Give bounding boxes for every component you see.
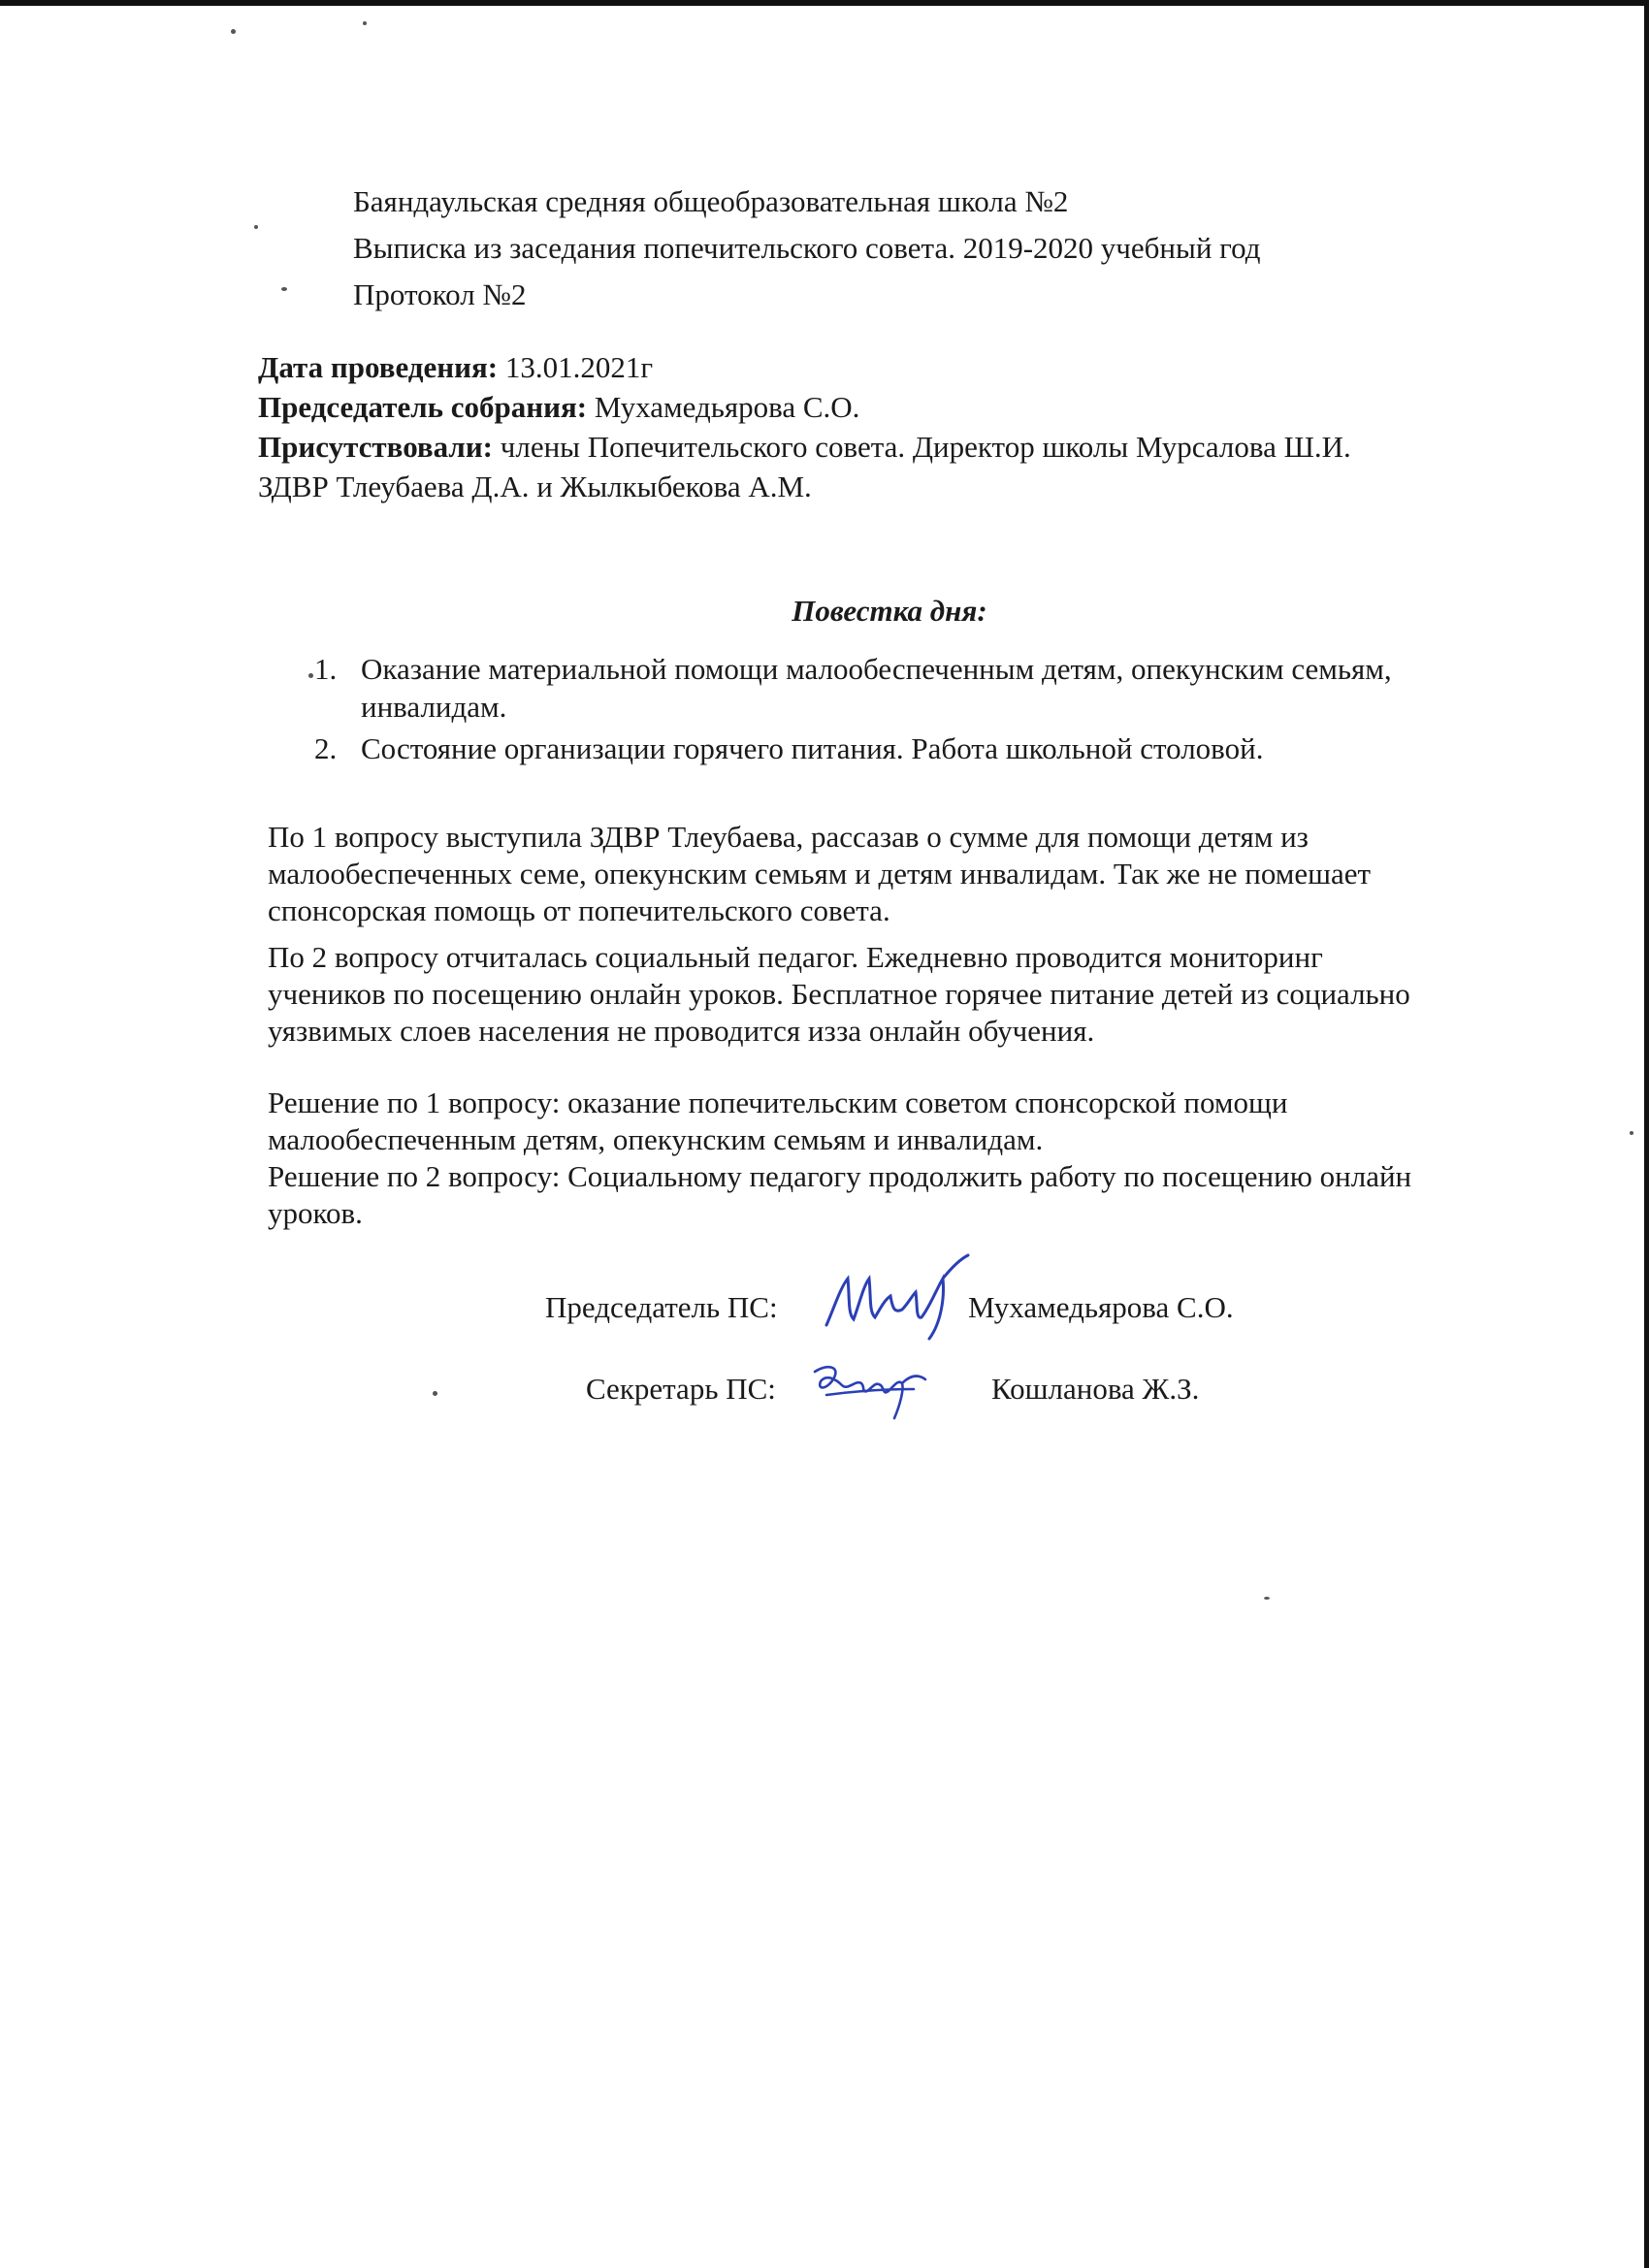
agenda-item (291, 650, 1504, 726)
school-name: Баяндаульская средняя общеобразовательная школа №2 (353, 184, 1069, 218)
present-label: Присутствовали: (258, 430, 494, 464)
paragraph-line: малообеспеченным детям, опекунским семьям и инвалидам. (268, 1122, 1044, 1156)
agenda-item (291, 729, 1504, 767)
chair-value: Мухамедьярова С.О. (594, 390, 860, 424)
present-value: члены Попечительского совета. Директор школы Мурсалова Ш.И. (500, 430, 1351, 464)
question-1-report (268, 819, 1529, 929)
agenda-item-number: 2. (314, 731, 338, 765)
paragraph-line: Решение по 2 вопросу: Социальному педагогу продолжить работу по посещению онлайн (268, 1159, 1412, 1193)
scan-speck (231, 29, 236, 34)
date-label: Дата проведения: (258, 350, 499, 384)
paragraph-line: уязвимых слоев населения не проводится изза онлайн обучения. (268, 1014, 1095, 1048)
scan-speck (363, 21, 367, 25)
extract-title: Выписка из заседания попечительского совета. 2019-2020 учебный год (353, 231, 1261, 265)
agenda-item-text: Состояние организации горячего питания. Работа школьной столовой. (361, 731, 1264, 765)
paragraph-line: спонсорская помощь от попечительского совета. (268, 893, 890, 927)
secretary-signature-name: Кошланова Ж.З. (991, 1372, 1200, 1406)
chair-signature-label: Председатель ПС: (545, 1290, 778, 1324)
paragraph-line: Решение по 1 вопросу: оказание попечительским советом спонсорской помощи (268, 1085, 1288, 1119)
attendees-line-continued: ЗДВР Тлеубаева Д.А. и Жылкыбекова А.М. (258, 470, 812, 503)
attendees-line (258, 427, 1519, 467)
meeting-details (258, 347, 1519, 506)
agenda-list (291, 650, 1504, 771)
document-header (353, 178, 1260, 318)
agenda-item-text: Оказание материальной помощи малообеспеченным детям, опекунским семьям, инвалидам. (361, 652, 1392, 724)
chair-handwritten-signature (821, 1249, 976, 1346)
paragraph-line: По 2 вопросу отчиталась социальный педагог. Ежедневно проводится мониторинг (268, 940, 1323, 974)
scan-speck (1630, 1131, 1633, 1135)
secretary-handwritten-signature (807, 1350, 933, 1428)
signature-stroke (815, 1367, 925, 1418)
secretary-signature-label: Секретарь ПС: (586, 1372, 776, 1406)
scan-border-top (0, 0, 1649, 6)
scan-speck (433, 1391, 437, 1396)
agenda-item-number: 1. (314, 652, 338, 686)
paragraph-line: уроков. (268, 1196, 363, 1230)
paragraph-line: учеников по посещению онлайн уроков. Бесплатное горячее питание детей из социально (268, 977, 1410, 1011)
paragraph-line: По 1 вопросу выступила ЗДВР Тлеубаева, рассазав о сумме для помощи детям из (268, 820, 1309, 854)
paragraph-line: малообеспеченных семе, опекунским семьям и детям инвалидам. Так же не помешает (268, 857, 1372, 891)
question-2-report (268, 939, 1529, 1050)
scan-speck (281, 287, 287, 291)
chair-signature-name: Мухамедьярова С.О. (968, 1290, 1234, 1324)
protocol-number: Протокол №2 (353, 277, 527, 311)
meeting-date-line (258, 347, 1519, 387)
scan-speck (1264, 1597, 1270, 1600)
scan-speck (254, 225, 258, 229)
agenda-title: Повестка дня: (792, 594, 987, 628)
chair-label: Председатель собрания: (258, 390, 588, 424)
signature-stroke (826, 1255, 968, 1339)
scan-border-right (1644, 0, 1649, 2268)
meeting-chair-line (258, 387, 1519, 427)
decisions (268, 1085, 1529, 1232)
date-value: 13.01.2021г (504, 350, 654, 384)
